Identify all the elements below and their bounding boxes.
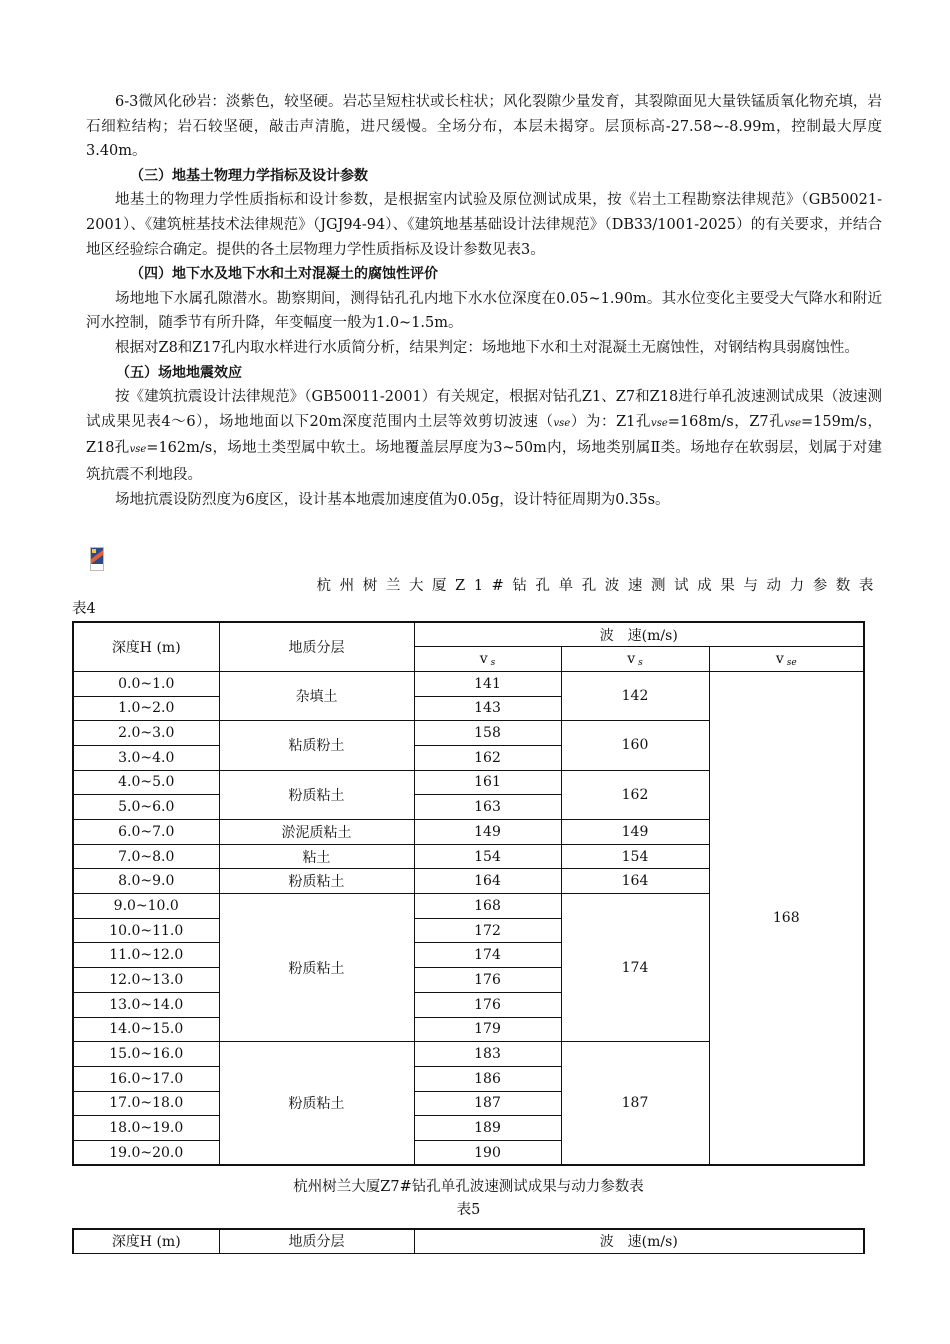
table-row bbox=[73, 671, 864, 696]
paragraph-text-segment: ）为：Z1孔 bbox=[570, 413, 652, 430]
depth-cell: 6.0~7.0 bbox=[73, 820, 219, 845]
broken-image-icon bbox=[90, 547, 104, 571]
paragraph-text-segment: =168m/s，Z7孔 bbox=[667, 413, 785, 430]
depth-cell: 9.0~10.0 bbox=[73, 894, 219, 919]
vs-average-cell: 174 bbox=[561, 894, 709, 1042]
table5-wave-velocity bbox=[72, 1228, 865, 1254]
paragraph-soil-parameters: 地基土的物理力学性质指标和设计参数，是根据室内试验及原位测试成果，按《岩土工程勘察法律规范》（GB50021-2001）、《建筑桩基技术法律规范》（JGJ94-94）、《建筑地基基础设计法律规范》（DB33/1001-2025）的有关要求，并结合地区经验综合确定。提供的各土层物理力学性质指标及设计参数见表3。 bbox=[86, 192, 882, 258]
layer-cell: 粘土 bbox=[219, 844, 414, 869]
vs-cell: 174 bbox=[414, 943, 561, 968]
layer-cell: 淤泥质粘土 bbox=[219, 820, 414, 845]
depth-cell: 16.0~17.0 bbox=[73, 1066, 219, 1091]
layer-cell: 粘质粉土 bbox=[219, 721, 414, 770]
layer-cell: 粉质粘土 bbox=[219, 869, 414, 894]
vs-cell: 141 bbox=[414, 671, 561, 696]
vs-cell: 164 bbox=[414, 869, 561, 894]
header-vs-average: v $_s$ bbox=[561, 647, 709, 672]
header-wave-velocity: 波 速(m/s) bbox=[414, 622, 864, 647]
vs-cell: 183 bbox=[414, 1042, 561, 1067]
depth-cell: 7.0~8.0 bbox=[73, 844, 219, 869]
header-depth: 深度H (m) bbox=[73, 1229, 219, 1253]
vs-average-cell: 164 bbox=[561, 869, 709, 894]
depth-cell: 18.0~19.0 bbox=[73, 1116, 219, 1141]
vs-cell: 179 bbox=[414, 1017, 561, 1042]
vs-cell: 168 bbox=[414, 894, 561, 919]
depth-cell: 2.0~3.0 bbox=[73, 721, 219, 746]
heading-section-5: （五）场地地震效应 bbox=[116, 364, 242, 381]
vse-symbol: vse bbox=[651, 417, 668, 429]
depth-cell: 17.0~18.0 bbox=[73, 1091, 219, 1116]
vse-cell: 168 bbox=[709, 671, 864, 1165]
vse-symbol: vse bbox=[553, 417, 571, 429]
vs-cell: 149 bbox=[414, 820, 561, 845]
vse-symbol: vse bbox=[784, 417, 801, 429]
table5-label: 表5 bbox=[456, 1202, 481, 1218]
heading-section-3: （三）地基土物理力学指标及设计参数 bbox=[130, 167, 368, 184]
header-vs: v $_s$ bbox=[414, 647, 561, 672]
depth-cell: 13.0~14.0 bbox=[73, 992, 219, 1017]
vs-cell: 187 bbox=[414, 1091, 561, 1116]
depth-cell: 3.0~4.0 bbox=[73, 745, 219, 770]
vs-cell: 158 bbox=[414, 721, 561, 746]
depth-cell: 1.0~2.0 bbox=[73, 696, 219, 721]
vs-cell: 176 bbox=[414, 968, 561, 993]
vs-average-cell: 149 bbox=[561, 820, 709, 845]
vs-cell: 154 bbox=[414, 844, 561, 869]
vs-average-cell: 162 bbox=[561, 770, 709, 819]
vs-cell: 176 bbox=[414, 992, 561, 1017]
paragraph-seismic-intensity: 场地抗震设防烈度为6度区，设计基本地震加速度值为0.05g，设计特征周期为0.35s。 bbox=[115, 491, 670, 508]
document-body bbox=[86, 90, 882, 512]
table4-wave-velocity bbox=[72, 621, 865, 1166]
vs-cell: 189 bbox=[414, 1116, 561, 1141]
depth-cell: 15.0~16.0 bbox=[73, 1042, 219, 1067]
heading-section-4: （四）地下水及地下水和土对混凝土的腐蚀性评价 bbox=[130, 266, 438, 283]
layer-cell: 粉质粘土 bbox=[219, 1042, 414, 1165]
header-wave-velocity: 波 速(m/s) bbox=[414, 1229, 864, 1253]
depth-cell: 10.0~11.0 bbox=[73, 918, 219, 943]
paragraph-text-segment: =159m/s，Z18孔 bbox=[86, 413, 882, 457]
vs-cell: 163 bbox=[414, 795, 561, 820]
vs-cell: 186 bbox=[414, 1066, 561, 1091]
vse-symbol: vse bbox=[129, 444, 147, 456]
paragraph-text-segment: =162m/s，场地土类型属中软土。场地覆盖层厚度为3~50m内，场地类别属Ⅱ类。场地存在软弱层，划属于对建筑抗震不利地段。 bbox=[86, 440, 883, 483]
depth-cell: 12.0~13.0 bbox=[73, 968, 219, 993]
vs-average-cell: 154 bbox=[561, 844, 709, 869]
paragraph-text-segment: 按《建筑抗震设计法律规范》（GB50011-2001）有关规定，根据对钻孔Z1、Z7和Z18进行单孔波速测试成果（波速测试成果见表4～6），场地地面以下20m深度范围内土层等效剪切波速（ bbox=[86, 389, 882, 430]
table4-label: 表4 bbox=[72, 601, 96, 617]
vs-cell: 162 bbox=[414, 745, 561, 770]
table5-caption: 杭州树兰大厦Z7#钻孔单孔波速测试成果与动力参数表 bbox=[293, 1179, 644, 1195]
vs-cell: 161 bbox=[414, 770, 561, 795]
paragraph-weathered-sandstone: 6-3微风化砂岩：淡紫色，较坚硬。岩芯呈短柱状或长柱状；风化裂隙少量发育，其裂隙面见大量铁锰质氧化物充填，岩石细粒结构；岩石较坚硬，敲击声清脆，进尺缓慢。全场分布，本层未揭穿。层顶标高-27.58~-8.99m，控制最大厚度3.40m。 bbox=[86, 94, 882, 160]
depth-cell: 0.0~1.0 bbox=[73, 671, 219, 696]
header-depth: 深度H (m) bbox=[73, 622, 219, 671]
layer-cell: 粉质粘土 bbox=[219, 770, 414, 819]
header-layer: 地质分层 bbox=[219, 622, 414, 671]
vs-cell: 172 bbox=[414, 918, 561, 943]
vs-cell: 143 bbox=[414, 696, 561, 721]
depth-cell: 4.0~5.0 bbox=[73, 770, 219, 795]
header-vse: v $_{se}$ bbox=[709, 647, 864, 672]
vs-average-cell: 187 bbox=[561, 1042, 709, 1165]
vs-cell: 190 bbox=[414, 1140, 561, 1165]
depth-cell: 14.0~15.0 bbox=[73, 1017, 219, 1042]
paragraph-seismic bbox=[86, 385, 882, 487]
paragraph-corrosion: 根据对Z8和Z17孔内取水样进行水质简分析，结果判定：场地地下水和土对混凝土无腐蚀性，对钢结构具弱腐蚀性。 bbox=[115, 339, 859, 356]
layer-cell: 粉质粘土 bbox=[219, 894, 414, 1042]
paragraph-groundwater: 场地地下水属孔隙潜水。勘察期间，测得钻孔孔内地下水水位深度在0.05~1.90m。其水位变化主要受大气降水和附近河水控制，随季节有所升降，年变幅度一般为1.0~1.5m。 bbox=[86, 290, 882, 332]
vs-average-cell: 142 bbox=[561, 671, 709, 720]
depth-cell: 5.0~6.0 bbox=[73, 795, 219, 820]
table4-caption: 杭州树兰大厦Z1#钻孔单孔波速测试成果与动力参数表 bbox=[316, 578, 882, 594]
layer-cell: 杂填土 bbox=[219, 671, 414, 720]
depth-cell: 11.0~12.0 bbox=[73, 943, 219, 968]
depth-cell: 19.0~20.0 bbox=[73, 1140, 219, 1165]
header-layer: 地质分层 bbox=[219, 1229, 414, 1253]
vs-average-cell: 160 bbox=[561, 721, 709, 770]
depth-cell: 8.0~9.0 bbox=[73, 869, 219, 894]
